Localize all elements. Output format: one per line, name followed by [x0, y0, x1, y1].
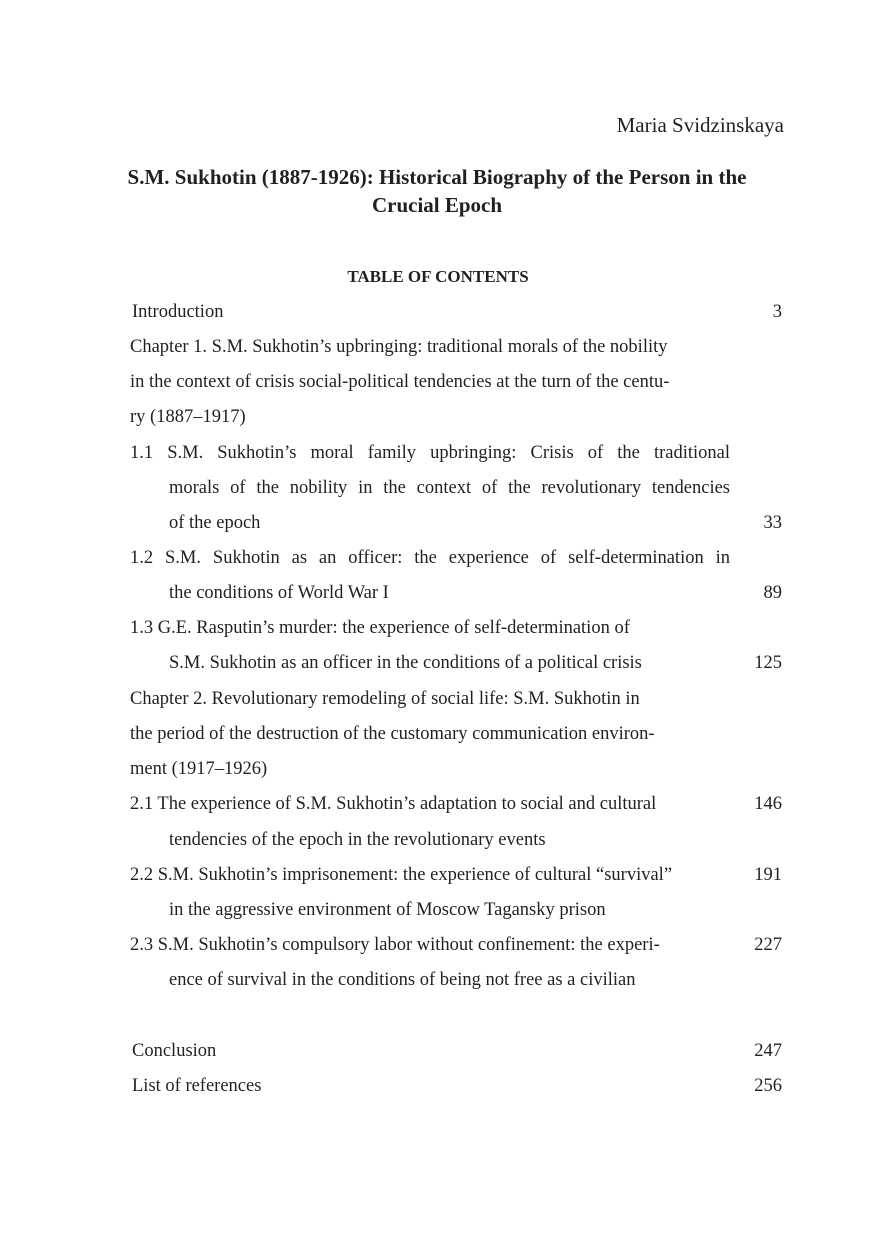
toc-entry-line: tendencies of the epoch in the revolutionary events [169, 830, 546, 850]
toc-entry-label: List of references [132, 1076, 262, 1096]
toc-page-number: 146 [754, 794, 782, 814]
toc-page-number: 33 [763, 513, 782, 533]
toc-page-number: 247 [754, 1041, 782, 1061]
toc-entry-line: 1.2 S.M. Sukhotin as an officer: the experience of self-determination in [130, 548, 730, 568]
toc-entry-line: S.M. Sukhotin as an officer in the conditions of a political crisis [169, 653, 642, 673]
toc-page-number: 191 [754, 865, 782, 885]
toc-page-number: 227 [754, 935, 782, 955]
toc-entry-line: ence of survival in the conditions of being not free as a civilian [169, 970, 636, 990]
toc-entry-line: 2.1 The experience of S.M. Sukhotin’s adaptation to social and cultural [130, 794, 657, 814]
toc-page-number: 125 [754, 653, 782, 673]
toc-entry-line: 2.3 S.M. Sukhotin’s compulsory labor without confinement: the experi- [130, 935, 660, 955]
toc-entry-label: Conclusion [132, 1041, 217, 1061]
toc-entry-line: 2.2 S.M. Sukhotin’s imprisonement: the experience of cultural “survival” [130, 865, 673, 885]
book-title-line-2: Crucial Epoch [371, 193, 503, 217]
toc-entry-line: 1.1 S.M. Sukhotin’s moral family upbringing: Crisis of the traditional [130, 443, 730, 463]
book-title-line-1: S.M. Sukhotin (1887-1926): Historical Biography of the Person in the [127, 165, 747, 189]
toc-entry-label: Introduction [132, 302, 224, 322]
toc-page-number: 256 [754, 1076, 782, 1096]
toc-entry-line: morals of the nobility in the context of the revolutionary tendencies [169, 478, 730, 498]
toc-entry-line: 1.3 G.E. Rasputin’s murder: the experience of self-determination of [130, 618, 630, 638]
toc-entry-line: the period of the destruction of the customary communication environ- [130, 724, 655, 744]
toc-entry-line: of the epoch [169, 513, 261, 533]
toc-page-number: 89 [763, 583, 782, 603]
toc-page-number: 3 [772, 302, 782, 322]
toc-entry-line: Chapter 2. Revolutionary remodeling of social life: S.M. Sukhotin in [130, 689, 640, 709]
book-title [80, 163, 794, 219]
toc-heading: TABLE OF CONTENTS [347, 267, 529, 286]
toc-entry-line: ry (1887–1917) [130, 407, 246, 427]
author-name: Maria Svidzinskaya [616, 113, 784, 137]
toc-entry-line: the conditions of World War I [169, 583, 389, 603]
toc-entry-line: in the aggressive environment of Moscow Tagansky prison [169, 900, 606, 920]
toc-entry-line: in the context of crisis social-political tendencies at the turn of the centu- [130, 372, 670, 392]
toc-entry-line: Chapter 1. S.M. Sukhotin’s upbringing: traditional morals of the nobility [130, 337, 668, 357]
toc-entry-line: ment (1917–1926) [130, 759, 268, 779]
